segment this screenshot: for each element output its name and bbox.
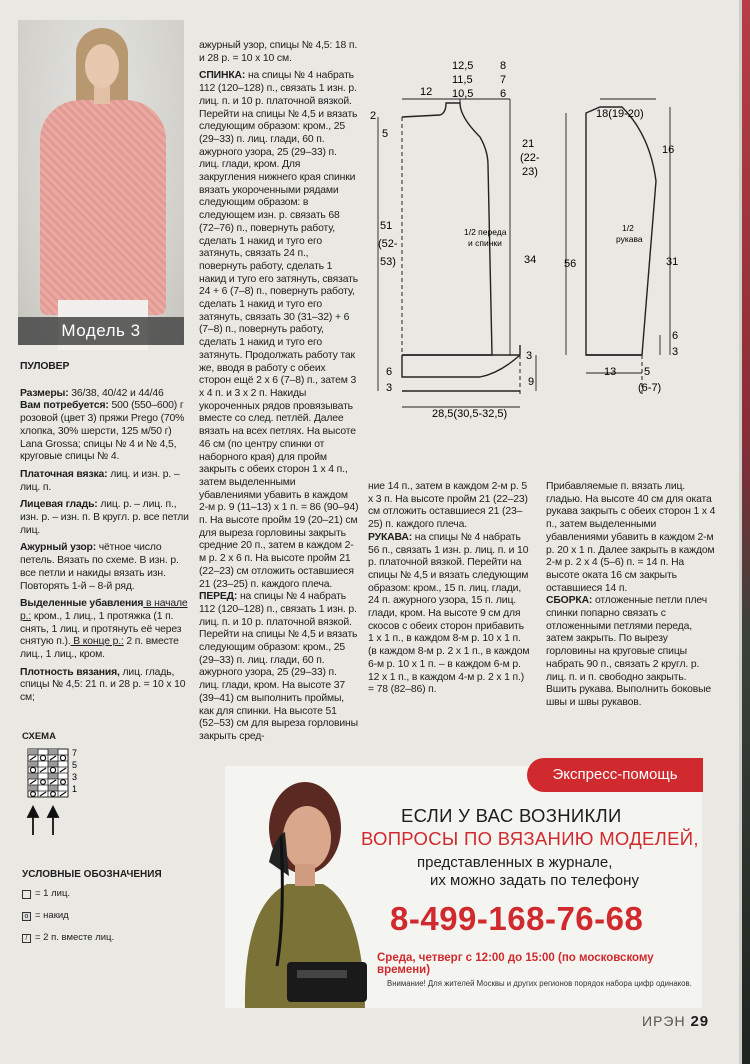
dim-right-3: 3 bbox=[526, 350, 533, 362]
dim-bottom-3: 3 bbox=[386, 382, 393, 394]
garter-text: лиц. и изн. р. – лиц. п. bbox=[20, 468, 180, 493]
sleeve-label-2: рукава bbox=[616, 234, 643, 244]
dim-top-d: 8 bbox=[500, 60, 507, 72]
dim-left-5: 5 bbox=[382, 128, 389, 140]
dim-top-b: 11,5 bbox=[452, 74, 473, 86]
sizes-text: 36/38, 40/42 и 44/46 bbox=[68, 387, 164, 399]
sleeve-31: 31 bbox=[666, 256, 679, 268]
sleeve-6: 6 bbox=[672, 330, 679, 342]
stockinette-label: Лицевая гладь: bbox=[20, 499, 98, 511]
dim-left-2: 2 bbox=[370, 110, 377, 122]
lace-label: Ажурный узор: bbox=[20, 542, 97, 554]
materials-label: Вам потребуется: bbox=[20, 400, 109, 412]
schema-title: СХЕМА bbox=[22, 731, 56, 742]
legend-k2tog: / = 2 п. вместе лиц. bbox=[22, 927, 114, 949]
ad-note: Внимание! Для жителей Москвы и других регионов порядок набора цифр одинаков. bbox=[387, 979, 692, 988]
dim-height-51: 51 bbox=[380, 220, 393, 232]
row-3: 3 bbox=[72, 772, 78, 782]
body-label-1: 1/2 переда bbox=[464, 227, 507, 237]
ad-line-1: ЕСЛИ У ВАС ВОЗНИКЛИ bbox=[401, 805, 622, 826]
sleeve-3: 3 bbox=[672, 346, 679, 358]
row-1: 1 bbox=[72, 784, 78, 794]
front-label: ПЕРЕД: bbox=[199, 591, 238, 603]
express-help-badge: Экспресс-помощь bbox=[527, 758, 703, 792]
dim-top-a: 12,5 bbox=[452, 60, 474, 72]
body-label-2: и спинки bbox=[468, 238, 502, 248]
decrease-start-text: кром., 1 лиц., 1 протяжка (1 п. снять, 1 лиц. и протянуть её через снятую п.). bbox=[20, 610, 182, 648]
decrease-end-text: 2 п. вместе лиц., 1 лиц., кром. bbox=[20, 636, 179, 661]
dim-height-53: 53) bbox=[380, 256, 396, 268]
ad-phone-number: 8-499-168-76-68 bbox=[390, 900, 644, 937]
dim-right-22: (22- bbox=[520, 152, 540, 164]
ad-line-4: их можно задать по телефону bbox=[430, 872, 639, 889]
sleeves-continued: Прибавляемые п. вязать лиц. гладью. На высоте 40 см для оката рукава закрыть с обеих сторон 1 х 4 п., затем выделенными убавлениями убавить в каждом 2-м р. 20 х 1 п. Далее закрыть в каждом 2-м р. 2 х 4 (5–6) п. = 14 п. На высоте оката 16 см закрыть оставшиеся 14 п. bbox=[546, 481, 716, 594]
sleeve-16: 16 bbox=[662, 144, 675, 156]
page-footer bbox=[642, 1013, 709, 1030]
sleeve-label-1: 1/2 bbox=[622, 223, 634, 233]
magazine-name: ИРЭН bbox=[642, 1013, 686, 1029]
decrease-label: Выделенные убавления bbox=[20, 598, 144, 610]
materials-text: 500 (550–600) г розовой (цвет 3) пряжи Prego (70% хлопка, 30% шерсти, 125 м/50 г) Lana Grossa; спицы № 4 и № 4,5, круговые спицы № 4. bbox=[20, 400, 185, 463]
repeat-arrows bbox=[28, 807, 58, 835]
page-edge bbox=[742, 0, 750, 1064]
dim-height-52: (52- bbox=[378, 238, 398, 250]
stockinette-text: лиц. р. – лиц. п., изн. р. – изн. п. В кругл. р. все петли лиц. bbox=[20, 499, 189, 536]
assembly-text: отложенные петли плеч спинки попарно связать с отложенными петлями переда, затем закрыть. По вырезу горловины на круговые спицы набрать 90 п., связать 2 кругл. р. лиц. п. и п. свободно закрыть. Вшить рукава. Выполнить боковые швы и швы рукавов. bbox=[546, 595, 712, 708]
gauge-label: Плотность вязания, bbox=[20, 666, 120, 678]
knit-symbol-icon bbox=[22, 890, 31, 899]
legend-knit: = 1 лиц. bbox=[22, 883, 114, 905]
woman-on-phone-photo bbox=[225, 766, 375, 1008]
photo-caption: Модель 3 bbox=[18, 317, 184, 345]
ad-hours: Среда, четверг с 12:00 до 15:00 (по московскому времени) bbox=[377, 952, 654, 976]
dim-right-9: 9 bbox=[528, 376, 535, 388]
model-photo bbox=[18, 20, 184, 345]
decrease-start: в начале р.: bbox=[20, 598, 188, 622]
yarnover-symbol-icon: o bbox=[22, 912, 31, 921]
sleeve-56: 56 bbox=[564, 258, 577, 270]
legend-yarnover: o = накид bbox=[22, 905, 114, 927]
ad-line-2: ВОПРОСЫ ПО ВЯЗАНИЮ МОДЕЛЕЙ, bbox=[361, 828, 699, 849]
dim-right-34: 34 bbox=[524, 254, 537, 266]
dim-neck: 12 bbox=[420, 86, 433, 98]
dim-right-23: 23) bbox=[522, 166, 538, 178]
back-label: СПИНКА: bbox=[199, 70, 246, 82]
legend-title: УСЛОВНЫЕ ОБОЗНАЧЕНИЯ bbox=[22, 869, 162, 880]
pink-sweater bbox=[40, 100, 166, 315]
sleeve-b13: 13 bbox=[604, 366, 617, 378]
legend bbox=[22, 883, 114, 949]
sleeves-text: на спицы № 4 набрать 56 п., связать 1 изн. р. лиц. п. и 10 р. платочной вязкой. Перейти на спицы № 4,5 и вязать следующим образом: кром., 15 п. лиц. глади, 24 п. ажурного узора, 15 п. лиц. глади, кром. На высоте 9 см для скосов с обеих сторон прибавить 1 х 1 п., в каждом 8-м р. 10 х 1 п. (в каждом 8-м р. 2 х 1 п., в каждом 6-м р. 10 х 1 п. – в каждом 6-м р. 12 х 1 п., в каждом 4-м р. 2 х 1 п.) = 78 (82–86) п. bbox=[368, 531, 530, 696]
sizes-label: Размеры: bbox=[20, 387, 69, 399]
column-3 bbox=[368, 481, 531, 701]
sleeve-top: 18(19-20) bbox=[596, 108, 644, 120]
dim-top-e: 7 bbox=[500, 74, 507, 86]
assembly-label: СБОРКА: bbox=[546, 595, 593, 607]
gauge-continued: ажурный узор, спицы № 4,5: 18 п. и 28 р. = 10 х 10 см. bbox=[199, 40, 358, 64]
k2tog-symbol-icon: / bbox=[22, 934, 31, 943]
front-text: на спицы № 4 набрать 112 (120–128) п., связать 1 изн. р. лиц. п. и 10 р. платочной вязкой. Перейти на спицы № 4,5 и вязать следующим образом: кром., 25 (29–33) п. лиц. глади, 60 п. ажурного узора, 25 (29–33) п. лиц. глади, кром. На высоте 37 (39–41) см выполнить проймы, как для спинки. На высоте 51 (52–53) см для выреза горловины закрыть сред- bbox=[199, 591, 358, 742]
sleeves-label: РУКАВА: bbox=[368, 531, 413, 543]
decrease-end: В конце р.: bbox=[70, 636, 124, 648]
dim-width: 28,5(30,5-32,5) bbox=[432, 408, 508, 420]
row-7: 7 bbox=[72, 748, 78, 758]
lace-text: чётное число петель. Вязать по схеме. В изн. р. все петли и накиды вязать изн. Повторять 1-й – 8-й ряд. bbox=[20, 542, 179, 592]
pattern-diagram bbox=[360, 55, 700, 425]
back-text: на спицы № 4 набрать 112 (120–128) п., связать 1 изн. р. лиц. п. и 10 р. платочной вязкой. Перейти на спицы № 4,5 и вязать следующим образом: кром., 25 (29–33) п. лиц. глади, 60 п. ажурного узора, 25 (29–33) п. лиц. глади, кром. Для закругления нижнего края спинки вязать укороченными рядами следующим образом: в следующем изн. р. связать 68 (72–76) п., повернуть работу, сделать 1 накид и туго его затянуть, связать 24 п., повернуть работу, сделать 1 накид и туго его затянуть, связать 24 + 6 (7–8) п., повернуть работу, сделать 1 накид и туго его затянуть, связать 30 (31–32) + 6 (7–8) п., повернуть работу, сделать 1 накид и туго его затянуть. Продолжать работу так же, вводя в работу с обеих сторон ещё 2 х 6 (7–8) п., затем 3 х 4 п. и 3 х 2 п. Накиды укороченных рядов провязывать вместе со след. петлёй. Далее вязать на всех петлях. На высоте 46 см (по центру спинки от наборного края) для пройм закрыть с обеих сторон 1 х 4 п., затем выделенными убавлениями убавить в каждом 2-м р. 9 (11–13) х 1 п. = 86 (90–94) п. На высоте пройм 19 (20–21) см для выреза горловины закрыть средние 20 п., затем в каждом 2-м р. 2 х 6 п. На высоте пройм 21 (22–23) см отложить оставшиеся 21 (23–25) п. каждого плеча. bbox=[199, 70, 359, 590]
garter-label: Платочная вязка: bbox=[20, 468, 108, 480]
row-5: 5 bbox=[72, 760, 78, 770]
gauge-text: лиц. гладь, спицы № 4,5: 21 п. и 28 р. = 10 х 10 см; bbox=[20, 666, 186, 704]
sleeve-b67: (6-7) bbox=[638, 382, 662, 394]
page-number: 29 bbox=[690, 1013, 710, 1030]
title-pullover: ПУЛОВЕР bbox=[20, 361, 70, 372]
sleeve-b5: 5 bbox=[644, 366, 651, 378]
express-help-ad bbox=[225, 766, 702, 1008]
front-continued: ние 14 п., затем в каждом 2-м р. 5 х 3 п. На высоте пройм 21 (22–23) см отложить оставшиеся 21 (23–25) п. каждого плеча. bbox=[368, 481, 528, 531]
dim-top-c: 10,5 bbox=[452, 88, 474, 100]
dim-top-f: 6 bbox=[500, 88, 507, 100]
lace-chart bbox=[26, 747, 96, 857]
ad-line-3: представленных в журнале, bbox=[417, 854, 613, 871]
dim-right-21: 21 bbox=[522, 138, 535, 150]
dim-bottom-6: 6 bbox=[386, 366, 393, 378]
column-4 bbox=[546, 481, 716, 731]
column-1 bbox=[20, 361, 193, 731]
column-2 bbox=[199, 40, 359, 742]
model-face bbox=[85, 44, 119, 88]
